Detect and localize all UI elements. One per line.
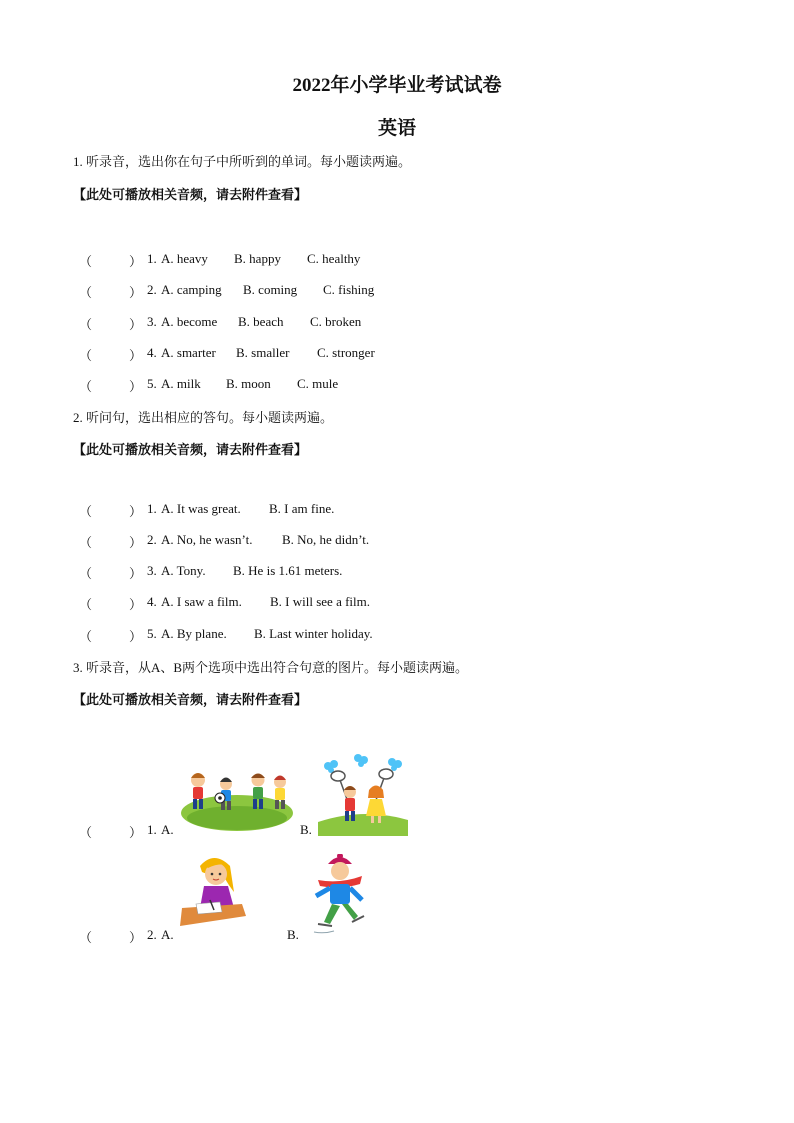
option-b: B. moon xyxy=(226,376,271,391)
question-number: 2. xyxy=(147,927,157,942)
answer-paren-open: （ xyxy=(79,285,93,300)
answer-paren-close: ） xyxy=(129,504,143,519)
answer-paren-close: ） xyxy=(129,566,143,581)
answer-paren-open: （ xyxy=(79,317,93,332)
answer-paren-open: （ xyxy=(79,379,93,394)
option-c: C. stronger xyxy=(317,345,375,360)
option-a: A. xyxy=(161,927,174,942)
option-b: B. happy xyxy=(234,251,281,266)
option-a: A. Tony. xyxy=(161,563,206,578)
section-3-instruction: 3. 听录音，从A、B两个选项中选出符合句意的图片。每小题读两遍。 xyxy=(73,660,469,675)
answer-paren-close: ） xyxy=(129,597,143,612)
option-b: B. No, he didn’t. xyxy=(282,532,370,547)
option-a: A. heavy xyxy=(161,251,208,266)
option-b: B. He is 1.61 meters. xyxy=(233,563,343,578)
option-c: C. mule xyxy=(297,376,339,391)
section-2-audio-note: 【此处可播放相关音频，请去附件查看】 xyxy=(73,442,308,457)
answer-paren-open: （ xyxy=(79,629,93,644)
option-a: A. It was great. xyxy=(161,501,241,516)
kids-catching-butterflies-illustration xyxy=(318,752,408,836)
answer-paren-open: （ xyxy=(79,254,93,269)
answer-paren-open: （ xyxy=(79,930,93,945)
question-number: 5. xyxy=(147,376,157,391)
option-b: B. Last winter holiday. xyxy=(254,626,373,641)
question-number: 1. xyxy=(147,822,157,837)
section-2-instruction: 2. 听问句，选出相应的答句。每小题读两遍。 xyxy=(73,410,334,425)
question-number: 1. xyxy=(147,251,157,266)
section-1-audio-note: 【此处可播放相关音频，请去附件查看】 xyxy=(73,187,308,202)
option-b: B. I am fine. xyxy=(269,501,335,516)
question-number: 5. xyxy=(147,626,157,641)
girl-writing-illustration xyxy=(180,852,246,932)
option-a: A. camping xyxy=(161,282,222,297)
answer-paren-close: ） xyxy=(129,825,143,840)
question-number: 2. xyxy=(147,532,157,547)
question-number: 1. xyxy=(147,501,157,516)
option-a: A. xyxy=(161,822,174,837)
option-a: A. smarter xyxy=(161,345,216,360)
answer-paren-open: （ xyxy=(79,566,93,581)
kids-playing-football-illustration xyxy=(180,758,294,836)
question-number: 4. xyxy=(147,594,157,609)
question-number: 4. xyxy=(147,345,157,360)
answer-paren-close: ） xyxy=(129,629,143,644)
option-c: C. healthy xyxy=(307,251,361,266)
answer-paren-close: ） xyxy=(129,254,143,269)
answer-paren-close: ） xyxy=(129,379,143,394)
answer-paren-close: ） xyxy=(129,317,143,332)
option-a: A. milk xyxy=(161,376,201,391)
option-b: B. xyxy=(287,927,299,942)
answer-paren-open: （ xyxy=(79,597,93,612)
section-3-audio-note: 【此处可播放相关音频，请去附件查看】 xyxy=(73,692,308,707)
option-b: B. smaller xyxy=(236,345,290,360)
option-b: B. xyxy=(300,822,312,837)
answer-paren-close: ） xyxy=(129,285,143,300)
answer-paren-close: ） xyxy=(129,348,143,363)
question-number: 2. xyxy=(147,282,157,297)
question-number: 3. xyxy=(147,314,157,329)
boy-skating-illustration xyxy=(310,854,368,940)
answer-paren-open: （ xyxy=(79,825,93,840)
option-a: A. No, he wasn’t. xyxy=(161,532,253,547)
option-b: B. I will see a film. xyxy=(270,594,371,609)
answer-paren-open: （ xyxy=(79,348,93,363)
option-c: C. fishing xyxy=(323,282,375,297)
option-c: C. broken xyxy=(310,314,362,329)
subject-title: 英语 xyxy=(377,118,416,139)
exam-title: 2022年小学毕业考试试卷 xyxy=(292,75,502,96)
option-a: A. become xyxy=(161,314,218,329)
question-number: 3. xyxy=(147,563,157,578)
answer-paren-close: ） xyxy=(129,930,143,945)
answer-paren-open: （ xyxy=(79,504,93,519)
option-b: B. coming xyxy=(243,282,298,297)
option-a: A. I saw a film. xyxy=(161,594,242,609)
answer-paren-close: ） xyxy=(129,535,143,550)
section-1-instruction: 1. 听录音，选出你在句子中所听到的单词。每小题读两遍。 xyxy=(73,154,412,169)
answer-paren-open: （ xyxy=(79,535,93,550)
option-b: B. beach xyxy=(238,314,284,329)
option-a: A. By plane. xyxy=(161,626,227,641)
